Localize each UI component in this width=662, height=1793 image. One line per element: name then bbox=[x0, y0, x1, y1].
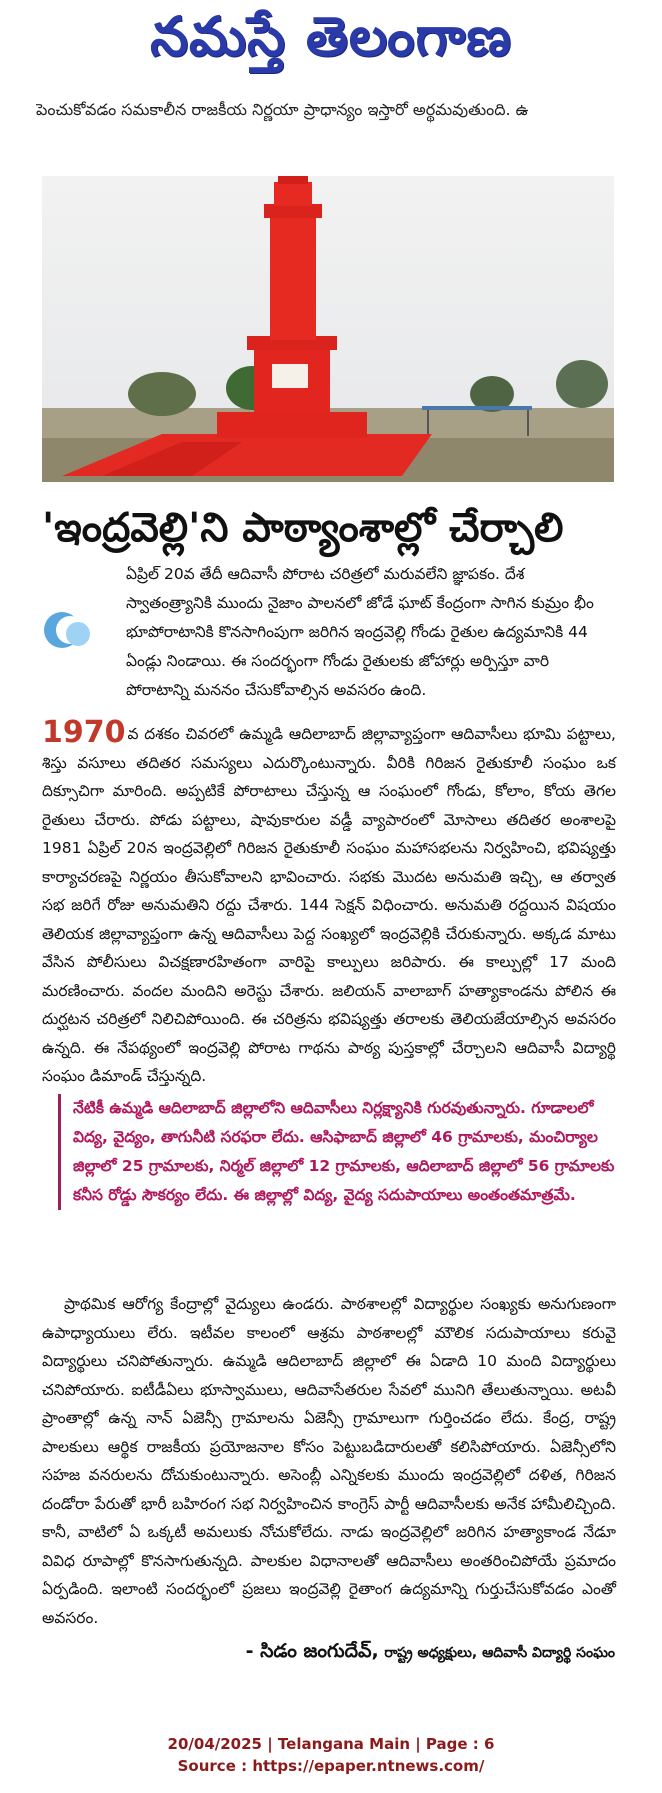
body1-text: వ దశకం చివరలో ఉమ్మడి ఆదిలాబాద్ జిల్లావ్యాప్తంగా ఆదివాసీలు భూమి పట్టాలు, శిస్తు వసూలు తదితర సమస్యలు ఎదుర్కొంటున్నారు. వీరికి గిరిజన రైతుకూలీ సంఘం ఒక దిక్సూచిగా మారింది. అప్పటికే పోరాటాలు చేస్తున్న ఆ సంఘంలో గోండు, కోలాం, కోయ తెగల రైతులు చేరారు. పోడు పట్టాలు, షావుకారుల వడ్డీ వ్యాపారంలో మోసాలు తదితర అంశాలపై 1981 ఏప్రిల్ 20న ఇంద్రవెల్లిలో గిరిజన రైతుకూలీ సంఘం మహాసభలను నిర్వహించి, భవిష్యత్తు కార్యాచరణపై నిర్ణయం తీసుకోవాలని భావించారు. సభకు మొదట అనుమతి ఇచ్చి, ఆ తర్వాత సభ జరిగే రోజు అనుమతిని రద్దు చేశారు. 144 సెక్షన్ విధించారు. అనుమతి రద్దయిన విషయం తెలియక జిల్లావ్యాప్తంగా ఉన్న ఆదివాసీలు పెద్ద సంఖ్యలో ఇంద్రవెల్లికి చేరుకున్నారు. అక్కడ మాటు వేసిన పోలీసులు విచక్షణారహితంగా వారిపై కాల్పులు జరిపారు. ఈ కాల్పుల్లో 17 మంది మరణించారు. వందల మందిని అరెస్టు చేశారు. జలియన్ వాలాబాగ్ హత్యాకాండను పోలిన ఈ దుర్ఘటన చరిత్రలో నిలిచిపోయింది. ఈ చరిత్రను భవిష్యత్తు తరాలకు తెలియజేయాల్సిన అవసరం ఉన్నది. ఈ నేపథ్యంలో ఇంద్రవెల్లి పోరాట గాథను పాఠ్య పుస్తకాల్లో చేర్చాలని ఆదివాసీ విద్యార్థి సంఘం డిమాండ్ చేస్తున్నది. bbox=[42, 725, 616, 1085]
masthead-title: నమస్తే తెలంగాణ bbox=[150, 4, 512, 68]
intro-text: ఏప్రిల్ 20వ తేదీ ఆదివాసీ పోరాట చరిత్రలో మరువలేని జ్ఞాపకం. దేశ స్వాతంత్ర్యానికి ముందు నైజాం పాలనలో జోడే ఘాట్ కేంద్రంగా సాగిన కుమ్రం భీం భూపోరాటానికి కొనసాగింపుగా జరిగిన ఇంద్రవెల్లి గోండు రైతుల ఉద్యమానికి 44 ఏండ్లు నిండాయి. ఈ సందర్భంగా గోండు రైతులకు జోహార్లు అర్పిస్తూ వారి పోరాటాన్ని మననం చేసుకోవాల్సిన అవసరం ఉంది. bbox=[126, 565, 594, 699]
author-byline bbox=[195, 1640, 615, 1667]
author-role: రాష్ట్ర అధ్యక్షులు, ఆదివాసీ విద్యార్థి సంఘం bbox=[384, 1645, 615, 1661]
callout-text: నేటికీ ఉమ్మడి ఆదిలాబాద్ జిల్లాలోని ఆదివాసీలు నిర్లక్ష్యానికి గురవుతున్నారు. గూడాలలో విద్య, వైద్యం, తాగునీటి సరఫరా లేదు. ఆసిఫాబాద్ జిల్లాలో 46 గ్రామాలకు, మంచిర్యాల జిల్లాలో 25 గ్రామాలకు, నిర్మల్ జిల్లాలో 12 గ్రామాలకు, ఆదిలాబాద్ జిల్లాలో 56 గ్రామాలకు కనీస రోడ్డు సౌకర్యం లేదు. ఈ జిల్లాల్లో విద్య, వైద్య సదుపాయాలు అంతంతమాత్రమే. bbox=[73, 1099, 615, 1204]
page-footer bbox=[0, 1733, 662, 1777]
quote-icon bbox=[40, 602, 96, 658]
article-body-2 bbox=[42, 1290, 616, 1632]
dropcap-year: 1970 bbox=[42, 715, 126, 750]
article-intro bbox=[126, 560, 612, 705]
article-headline: 'ఇంద్రవెల్లి'ని పాఠ్యాంశాల్లో చేర్చాలి bbox=[42, 505, 564, 551]
article-body-1 bbox=[42, 715, 616, 1091]
memorial-photo bbox=[42, 176, 614, 482]
author-name: - సిడం జంగుదేవ్, bbox=[245, 1640, 379, 1662]
body2-text: ప్రాథమిక ఆరోగ్య కేంద్రాల్లో వైద్యులు ఉండరు. పాఠశాలల్లో విద్యార్థుల సంఖ్యకు అనుగుణంగా ఉపాధ్యాయులు లేరు. ఇటీవల కాలంలో ఆశ్రమ పాఠశాలల్లో మౌలిక సదుపాయాలు కరువై విద్యార్థులు చనిపోతున్నారు. ఉమ్మడి ఆదిలాబాద్ జిల్లాలో ఈ ఏడాది 10 మంది విద్యార్థులు చనిపోయారు. ఐటీడీఏలు భూస్వాములు, ఆదివాసేతరుల సేవలో మునిగి తేలుతున్నాయి. అటవీ ప్రాంతాల్లో ఉన్న నాన్ ఏజెన్సీ గ్రామాలను ఏజెన్సీ గ్రామాలుగా గుర్తించడం లేదు. కేంద్ర, రాష్ట్ర పాలకులు ఆర్థిక రాజకీయ ప్రయోజనాల కోసం పెట్టుబడిదారులతో కలిసిపోయారు. ఏజెన్సీలోని సహజ వనరులను దోచుకుంటున్నారు. అసెంబ్లీ ఎన్నికలకు ముందు ఇంద్రవెల్లిలో దళిత, గిరిజన దండోరా పేరుతో భారీ బహిరంగ సభ నిర్వహించిన కాంగ్రెస్ పార్టీ ఆదివాసీలకు అనేక హామీలిచ్చింది. కానీ, వాటిలో ఏ ఒక్కటీ అమలుకు నోచుకోలేదు. నాడు ఇంద్రవెల్లిలో జరిగిన హత్యాకాండ నేడూ వివిధ రూపాల్లో కొనసాగుతున్నది. పాలకుల విధానాలతో ఆదివాసీలు అంతరించిపోయే ప్రమాదం ఏర్పడింది. ఇలాంటి సందర్భంలో ప్రజలు ఇంద్రవెల్లి రైతాంగ ఉద్యమాన్ని గుర్తుచేసుకోవడం ఎంతో అవసరం. bbox=[42, 1295, 616, 1627]
masthead bbox=[0, 4, 662, 78]
footer-source: Source : https://epaper.ntnews.com/ bbox=[177, 1757, 485, 1775]
runover-text: పెంచుకోవడం సమకాలీన రాజకీయ నిర్ణయా ప్రాధాన్యం ఇస్తారో అర్థమవుతుంది. ఉ bbox=[36, 100, 529, 119]
footer-edition: 20/04/2025 | Telangana Main | Page : 6 bbox=[167, 1735, 495, 1753]
highlight-callout bbox=[58, 1094, 625, 1210]
